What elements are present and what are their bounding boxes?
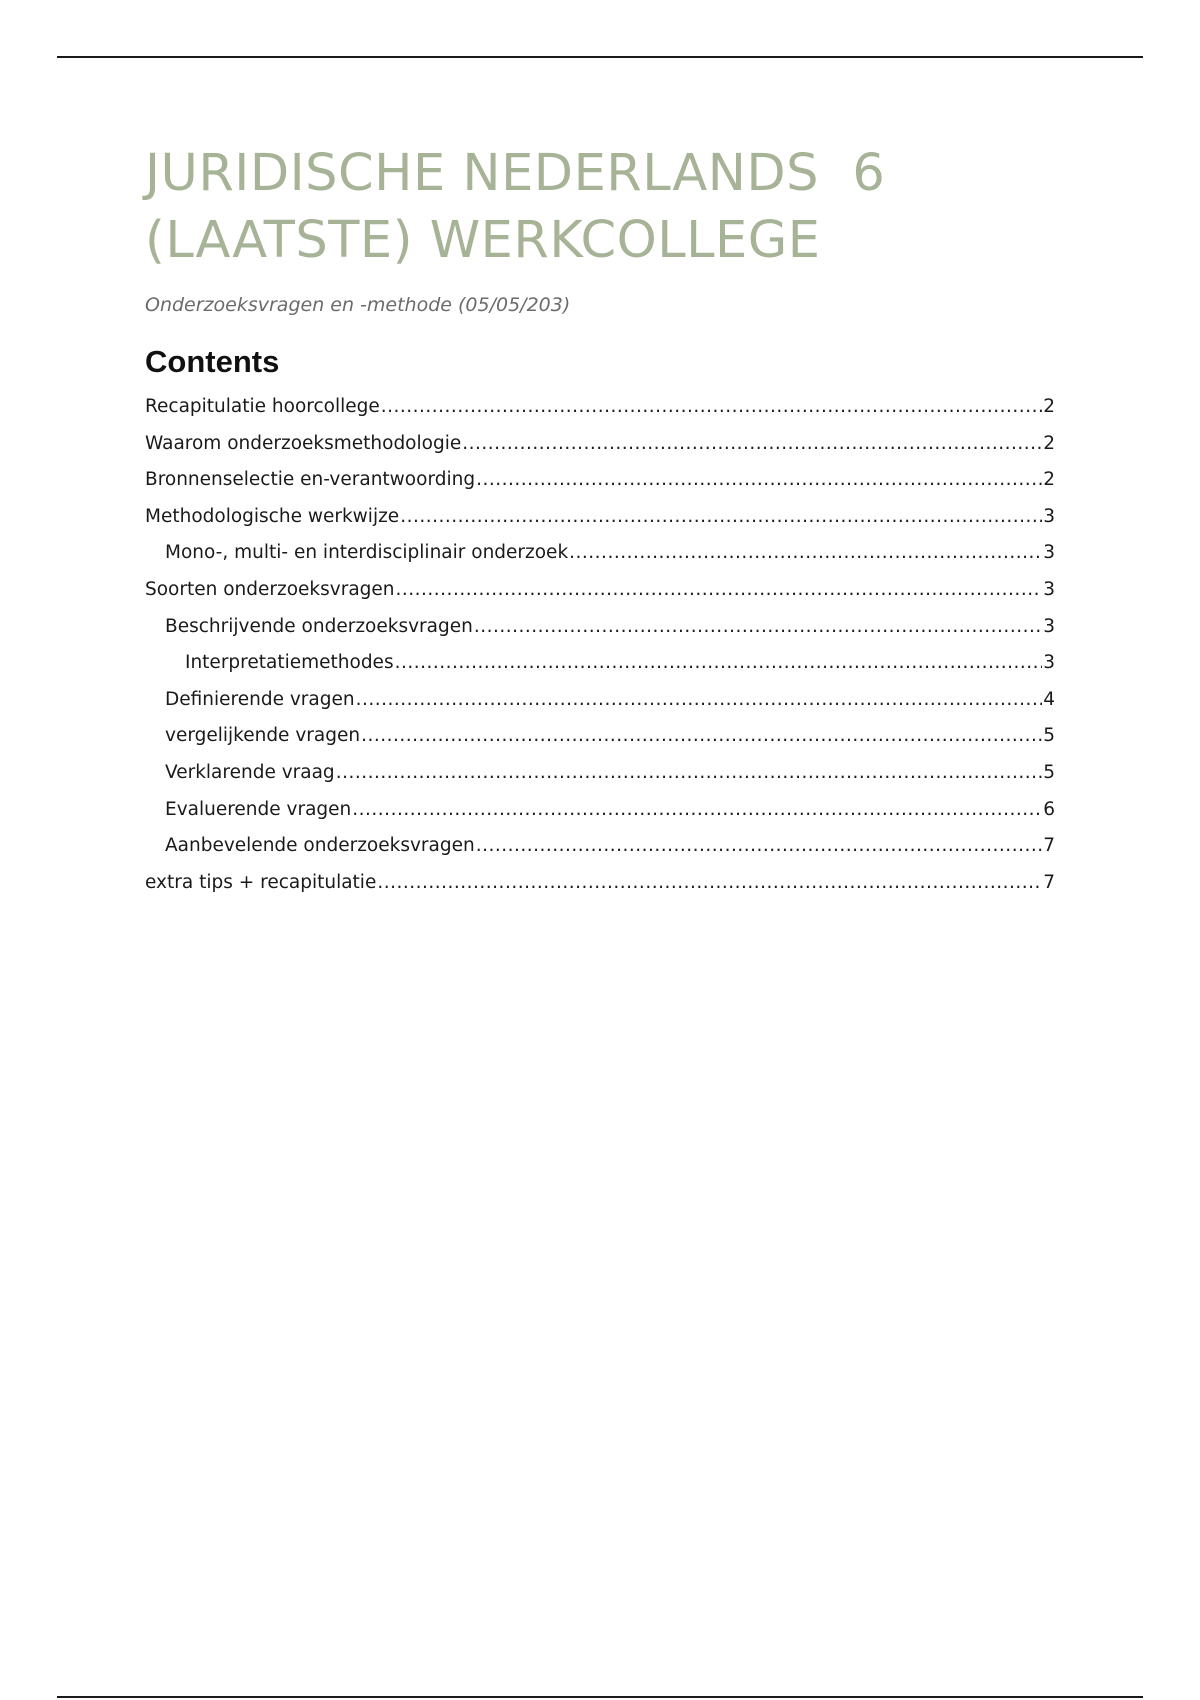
toc-page-number: 2 bbox=[1043, 469, 1055, 491]
toc-dot-leader bbox=[356, 689, 1043, 710]
toc-entry-title: Methodologische werkwijze bbox=[145, 505, 400, 527]
toc-page-number: 3 bbox=[1043, 505, 1055, 527]
toc-entry[interactable] bbox=[145, 469, 1055, 506]
toc-page-number: 3 bbox=[1043, 578, 1055, 600]
toc-entry-title: Evaluerende vragen bbox=[165, 798, 352, 820]
toc-entry[interactable] bbox=[145, 433, 1055, 470]
toc-page-number: 6 bbox=[1043, 798, 1055, 820]
header-rule bbox=[57, 56, 1143, 58]
toc-entry[interactable] bbox=[145, 689, 1055, 726]
toc-page-number: 2 bbox=[1043, 432, 1055, 454]
toc-entry-title: vergelijkende vragen bbox=[165, 725, 361, 747]
toc-page-number: 5 bbox=[1043, 761, 1055, 783]
toc-page-number: 4 bbox=[1043, 688, 1055, 710]
document-subtitle: Onderzoeksvragen en -methode (05/05/203) bbox=[145, 294, 571, 316]
toc-dot-leader bbox=[476, 469, 1042, 490]
toc-entry-title: Interpretatiemethodes bbox=[185, 652, 394, 674]
toc-entry[interactable] bbox=[145, 725, 1055, 762]
toc-entry-title: Soorten onderzoeksvragen bbox=[145, 578, 395, 600]
toc-entry[interactable] bbox=[145, 872, 1055, 909]
toc-entry-title: Aanbevelende onderzoeksvragen bbox=[165, 835, 475, 857]
toc-entry-title: Bronnenselectie en-verantwoording bbox=[145, 469, 476, 491]
toc-dot-leader bbox=[569, 542, 1042, 563]
toc-entry[interactable] bbox=[145, 616, 1055, 653]
toc-heading: Contents bbox=[145, 344, 280, 379]
toc-entry-title: Mono-, multi- en interdisciplinair onderzoek bbox=[165, 542, 569, 564]
toc-dot-leader bbox=[476, 835, 1043, 856]
toc-page-number: 7 bbox=[1043, 835, 1055, 857]
toc-entry-title: Definierende vragen bbox=[165, 688, 355, 710]
toc-entry[interactable] bbox=[145, 396, 1055, 433]
toc-page-number: 2 bbox=[1043, 396, 1055, 417]
toc-entry[interactable] bbox=[145, 799, 1055, 836]
document-title-line-2: (LAATSTE) WERKCOLLEGE bbox=[145, 211, 821, 270]
toc-dot-leader bbox=[336, 762, 1043, 783]
toc-dot-leader bbox=[381, 396, 1042, 417]
toc-dot-leader bbox=[396, 579, 1043, 600]
toc-entry[interactable] bbox=[145, 506, 1055, 543]
toc-dot-leader bbox=[377, 872, 1042, 893]
toc-page-number: 3 bbox=[1043, 615, 1055, 637]
toc-entry[interactable] bbox=[145, 652, 1055, 689]
toc-entry-title: Waarom onderzoeksmethodologie bbox=[145, 432, 462, 454]
toc-dot-leader bbox=[352, 799, 1042, 820]
toc-entry[interactable] bbox=[145, 762, 1055, 799]
footer-rule bbox=[57, 1696, 1143, 1698]
toc-page-number: 3 bbox=[1043, 542, 1055, 564]
toc-page-number: 7 bbox=[1043, 871, 1055, 893]
toc-dot-leader bbox=[400, 506, 1042, 527]
toc-dot-leader bbox=[361, 725, 1042, 746]
toc-dot-leader bbox=[395, 652, 1043, 673]
toc-entry-title: Beschrijvende onderzoeksvragen bbox=[165, 615, 473, 637]
toc-dot-leader bbox=[462, 433, 1042, 454]
toc-entry[interactable] bbox=[145, 542, 1055, 579]
toc-entry[interactable] bbox=[145, 579, 1055, 616]
toc-dot-leader bbox=[474, 616, 1042, 637]
document-title bbox=[145, 140, 1105, 274]
toc-entry[interactable] bbox=[145, 835, 1055, 872]
toc-entry-title: extra tips + recapitulatie bbox=[145, 871, 377, 893]
table-of-contents bbox=[145, 396, 1055, 908]
toc-entry-title: Verklarende vraag bbox=[165, 761, 335, 783]
toc-page-number: 5 bbox=[1043, 725, 1055, 747]
toc-page-number: 3 bbox=[1043, 652, 1055, 674]
document-title-line-1: JURIDISCHE NEDERLANDS 6 bbox=[145, 144, 886, 203]
toc-entry-title: Recapitulatie hoorcollege bbox=[145, 396, 380, 417]
